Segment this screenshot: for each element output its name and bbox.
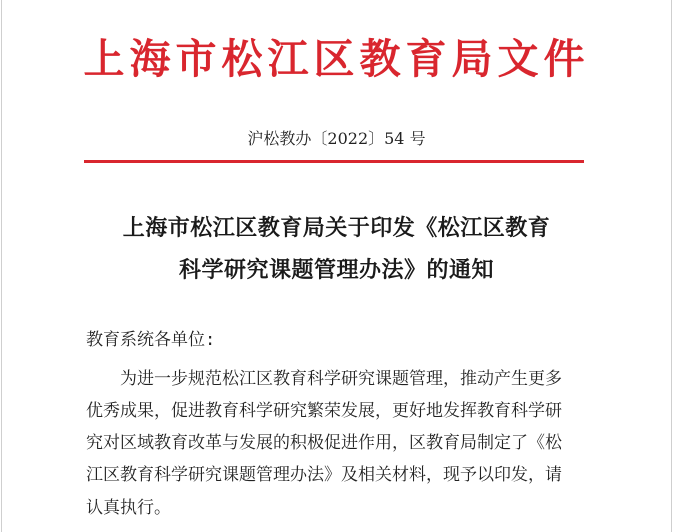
body-paragraph-line-2: 优秀成果，促进教育科学研究繁荣发展，更好地发挥教育科学研 [86,401,562,421]
body-paragraph-line-3: 究对区域教育改革与发展的积极促进作用，区教育局制定了《松 [86,433,562,453]
document-title-line-2: 科学研究课题管理办法》的通知 [178,258,494,283]
body-paragraph-line-5: 认真执行。 [86,498,171,518]
issuer-red-header: 上海市松江区教育局文件 [83,35,590,83]
document-number: 沪松教办〔2022〕54 号 [247,129,426,148]
red-divider-line [84,160,584,163]
addressee: 教育系统各单位: [86,330,216,350]
body-paragraph-line-1: 为进一步规范松江区教育科学研究课题管理，推动产生更多 [120,369,562,389]
body-paragraph-line-4: 江区教育科学研究课题管理办法》及相关材料，现予以印发，请 [86,465,562,485]
document-title-line-1: 上海市松江区教育局关于印发《松江区教育 [122,216,551,241]
